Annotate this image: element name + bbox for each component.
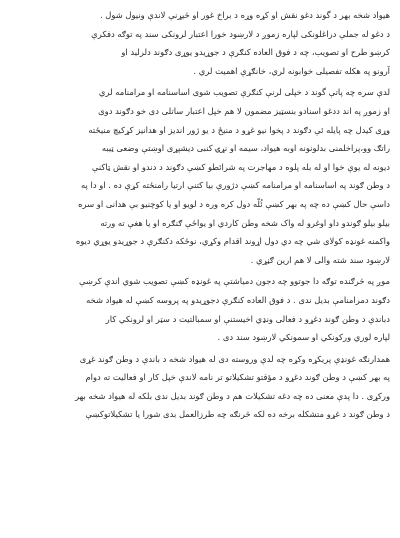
text-line: د وطن ګوند په اساسنامه او مرامنامه کښې دژورې بیا کتنې ارتیا رامنځته کړې ده . او دا په (81, 180, 390, 191)
text-line: هیواد شخه بهر د گوند دغو نقش او کړه وړه د براخ غور او څیړنې لاندې ونیول شول . (99, 10, 390, 20)
text-line: آرونو په هکله تفصیلی خوابونه لري، خانګړې اهمیت لري . (193, 65, 390, 76)
paragraph-2 (14, 83, 390, 269)
text-line: د وطن ګوند د غړو متشکله برخه ده لکه څرنګه چه طرزالعمل بدی شورا یا تشکیلاتوکښې (85, 409, 390, 420)
paragraph-3 (14, 272, 390, 346)
text-line: په بهر کښې د وطن ګوند دغړو د مؤقتو تشکیلاتو تر نامه لاندې خپل کار او فعالیت ته دوام (85, 372, 390, 383)
text-line: وړی کیدل چه پایله ئې دګوند د پخوا نیو غړو د منیځ د یو ژور اندیز او هدانیز کړکیچ منیځته (88, 124, 390, 135)
text-line: بیلو بیلو ګوندو داو اوغرو له واک شخه وطن کاردي او یواځې ګنګره او یا هغې ته ورته (100, 217, 390, 228)
text-line: همدارنګه غونډې پریکړه وکړه چه لدې وروسته دی له هیواد شخه د باندې د وطن ګوند غړی (79, 353, 390, 364)
text-line: د دغو له جملې دراغلونکی لپاره زموږ د لارښود خورا اعتبار لرونکی سند په توګه دفکرې (91, 28, 390, 39)
text-line: دګوند دمرامنامې بدیل ندی . د فوق العاده کنګرې دجوړیدو په پروسه کښې له هیواد شخه (86, 294, 390, 305)
text-line: دیونه له یوې خوا او له بله پلوه د مهاجرت په شرائطو کښې دګوند د دندو او نقش ټاکنې (91, 161, 390, 172)
text-line: واکمنه غونډه کولای شي چه دي دول اړوند اقدام وکړي، نوځکه دکنګرې د جوړیدو یوړي دیوه (75, 236, 390, 247)
text-line: لپاره لوري ورکونکي او سمونکي لارښود سند دی . (217, 332, 390, 343)
text-line: موږ په څرګنده توګه دا جوتوو چه دجون دمیاشتې په غونډه کښې تصویب شوي اندې کرښې (78, 276, 390, 287)
text-line: لدې سره چه پاتې گوند د خپلی لرنې کنګرې تصویب شوی اساسنامه او مرامنامه لري (98, 87, 390, 98)
text-line: راتګ وو،پراخلمنی بدلونونه اوبه هیواد، سیمه او نړۍ کنبی دیشپړی اوښتې وضعی ټیبه (101, 143, 390, 154)
text-line: لارښود سند شته والی لا هم ارین ګڼړي . (250, 254, 390, 265)
text-line: او زموږ په اند ددغو اسنادو بنسټیز مضمون لا هم خپل اعتبار ساتلی دی خو دګوند دوی (98, 105, 390, 116)
text-line: داسې حال کښې ده چه په بهر کښې ئُلّه دول کره وره د لویو او یا کوچنیو بې هدانی او سره (78, 198, 390, 209)
text-line: کرښو طرح او تصویب، چه د فوق العاده کنګرې د جوړیدو یوړی دګوند دلرلید او (121, 47, 390, 58)
text-line: دباندې د وطن ګوند دغړو د فعالی ونډي اخیستنې او سمبالتیت د سټر او لرونکي کار (105, 313, 390, 324)
paragraph-4 (14, 350, 390, 424)
text-line: ورکړی . دا پدې معنی ده چه دغه تشکیلات هم د وطن ګوند بدیل ندی بلکه له هیواد شخه بهر (75, 390, 390, 401)
paragraph-1 (14, 6, 390, 80)
